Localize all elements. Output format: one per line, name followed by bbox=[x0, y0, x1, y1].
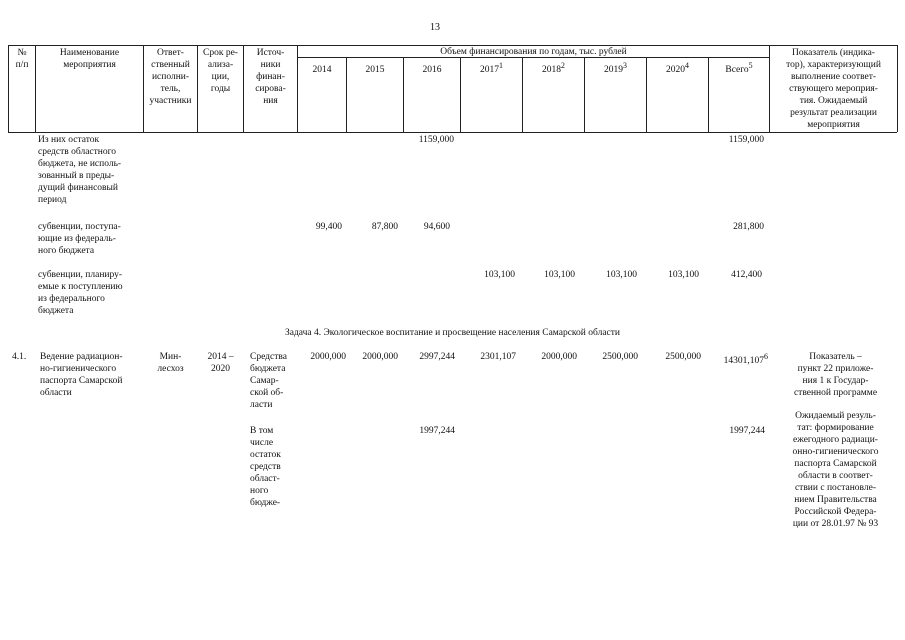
cell-2018: 103,100 bbox=[544, 270, 575, 280]
header-year-2015: 2015 bbox=[365, 65, 385, 76]
cell-2016: 1997,244 bbox=[419, 426, 455, 436]
header-exec: Ответ- ственный исполни- тель, участники bbox=[149, 48, 192, 106]
page-number: 13 bbox=[430, 22, 440, 33]
item-term: 2014 – 2020 bbox=[207, 352, 234, 374]
header-source: Источ- ники финан- сирова- ния bbox=[255, 48, 286, 106]
cell-2016: 2997,244 bbox=[419, 352, 455, 362]
header-year-2017: 2017$^1$ bbox=[480, 61, 503, 76]
cell-2019: 103,100 bbox=[606, 270, 637, 280]
header-year-2019: 2019$^3$ bbox=[604, 61, 627, 76]
cell-total: 281,800 bbox=[733, 222, 764, 232]
item-exec: Мин- лесхоз bbox=[157, 352, 184, 374]
cell-2014: 99,400 bbox=[315, 222, 342, 232]
header-year-2018: 2018$^2$ bbox=[542, 61, 565, 76]
cell-2015: 2000,000 bbox=[362, 352, 398, 362]
cell-2016: 1159,000 bbox=[418, 135, 454, 145]
header-year-2020: 2020$^4$ bbox=[666, 61, 689, 76]
header-year-2014: 2014 bbox=[312, 65, 332, 76]
cell-2020: 2500,000 bbox=[665, 352, 701, 362]
cell-total: 1159,000 bbox=[728, 135, 764, 145]
row-name: субвенции, поступа- ющие из федераль- ного бюджета bbox=[38, 222, 121, 256]
header-num: № п/п bbox=[15, 48, 29, 70]
cell-total: 1997,244 bbox=[729, 426, 765, 436]
item-expected: Ожидаемый резуль- тат: формирование ежегодного радиаци- онно-гигиенического паспорта Самарской области в соответ- ствии с постановле- нием Правительства Российской Федера- ции от 28.01.97 № 93 bbox=[792, 411, 879, 529]
cell-2016: 94,600 bbox=[423, 222, 450, 232]
cell-2017: 2301,107 bbox=[480, 352, 516, 362]
cell-total: 412,400 bbox=[731, 270, 762, 280]
item-num: 4.1. bbox=[12, 352, 27, 362]
cell-2019: 2500,000 bbox=[602, 352, 638, 362]
header-indicator: Показатель (индика- тор), характеризующий выполнение соответ- ствующего мероприя- тия. Ожидаемый результат реализации мероприятия bbox=[786, 48, 881, 130]
cell-2018: 2000,000 bbox=[541, 352, 577, 362]
header-volume-title: Объем финансирования по годам, тыс. рублей bbox=[440, 47, 627, 57]
cell-total: 14301,107$^6$ bbox=[723, 352, 768, 367]
header-term: Срок ре- ализа- ции, годы bbox=[203, 48, 238, 94]
header-year-2016: 2016 bbox=[422, 65, 442, 76]
cell-2017: 103,100 bbox=[484, 270, 515, 280]
item-source: Средства бюджета Самар- ской об- ласти bbox=[250, 352, 287, 410]
row-name: субвенции, планиру- емые к поступлению из федерального бюджета bbox=[38, 270, 123, 316]
task-title: Задача 4. Экологическое воспитание и просвещение населения Самарской области bbox=[284, 328, 621, 338]
item-sub-source: В том числе остаток средств област- ного бюдже- bbox=[250, 426, 281, 508]
header-name: Наименование мероприятия bbox=[59, 48, 120, 70]
cell-2015: 87,800 bbox=[371, 222, 398, 232]
header-year-total: Всего$^5$ bbox=[725, 61, 753, 76]
item-indicator: Показатель – пункт 22 приложе- ния 1 к Государ- ственной программе bbox=[793, 352, 878, 398]
cell-2014: 2000,000 bbox=[310, 352, 346, 362]
cell-2020: 103,100 bbox=[668, 270, 699, 280]
row-name: Из них остаток средств областного бюджета, не исполь- зованный в преды- дущий финансовый период bbox=[38, 135, 122, 205]
item-name: Ведение радиацион- но-гигиенического паспорта Самарской области bbox=[40, 352, 123, 398]
